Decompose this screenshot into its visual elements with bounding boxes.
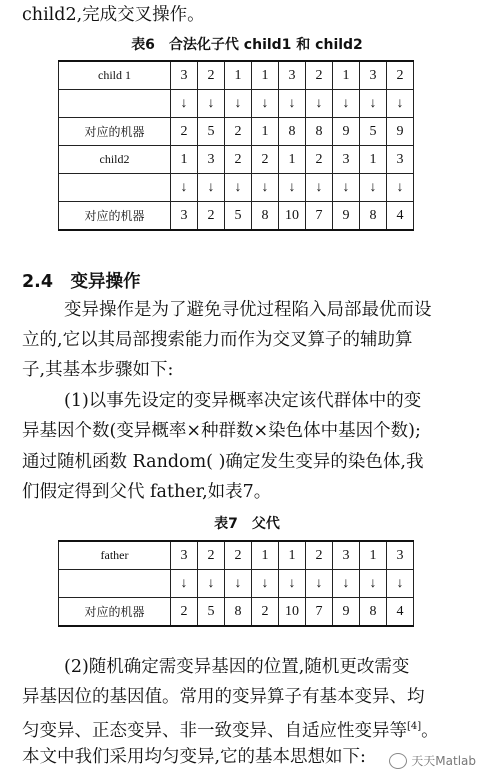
- table-cell: 1: [279, 146, 306, 174]
- table-cell: 3: [171, 61, 198, 90]
- table-cell: 2: [306, 61, 333, 90]
- text-line: 异基因个数(变异概率×种群数×染色体中基因个数);: [22, 421, 421, 441]
- table-cell: ↓: [198, 90, 225, 118]
- text-line: 通过随机函数 Random( )确定发生变异的染色体,我: [22, 452, 424, 472]
- text-line: 立的,它以其局部搜索能力而作为交叉算子的辅助算: [22, 330, 413, 350]
- row-label: [59, 570, 171, 598]
- table6: [58, 60, 414, 231]
- table-cell: ↓: [171, 570, 198, 598]
- watermark: [389, 752, 476, 769]
- table-cell: 2: [225, 146, 252, 174]
- table-cell: 3: [171, 541, 198, 570]
- table-row: [59, 174, 414, 202]
- table-cell: ↓: [387, 90, 414, 118]
- table-row: [59, 90, 414, 118]
- citation-ref[interactable]: [4]: [407, 721, 422, 732]
- row-label: 对应的机器: [59, 202, 171, 231]
- table-cell: 9: [333, 598, 360, 627]
- table-cell: 8: [360, 598, 387, 627]
- table-cell: 3: [360, 61, 387, 90]
- table-row: [59, 118, 414, 146]
- watermark-text: 天天Matlab: [411, 754, 476, 768]
- table-cell: 5: [225, 202, 252, 231]
- row-label: [59, 174, 171, 202]
- table-cell: 8: [252, 202, 279, 231]
- table-cell: 3: [333, 541, 360, 570]
- table-cell: 2: [252, 146, 279, 174]
- row-label: 对应的机器: [59, 598, 171, 627]
- table-cell: ↓: [360, 570, 387, 598]
- text-span: 匀变异、正态变异、非一致变异、自适应性变异等: [22, 720, 407, 741]
- table-cell: 10: [279, 202, 306, 231]
- table-cell: ↓: [225, 570, 252, 598]
- table-cell: 2: [252, 598, 279, 627]
- table-cell: 10: [279, 598, 306, 627]
- table-cell: 1: [171, 146, 198, 174]
- table-cell: 3: [198, 146, 225, 174]
- row-label: father: [59, 541, 171, 570]
- table-cell: 1: [333, 61, 360, 90]
- table-cell: ↓: [306, 90, 333, 118]
- text-line: 本文中我们采用均匀变异,它的基本思想如下:: [22, 747, 366, 767]
- table-cell: 1: [225, 61, 252, 90]
- text-line: [22, 714, 482, 744]
- table-cell: 9: [333, 118, 360, 146]
- table-cell: 2: [198, 541, 225, 570]
- table-cell: ↓: [360, 90, 387, 118]
- table-cell: 2: [171, 118, 198, 146]
- table-cell: ↓: [225, 174, 252, 202]
- table-cell: 3: [387, 146, 414, 174]
- table-cell: ↓: [306, 570, 333, 598]
- table-cell: 1: [252, 541, 279, 570]
- table-cell: ↓: [198, 174, 225, 202]
- table-cell: 5: [198, 598, 225, 627]
- row-label: [59, 90, 171, 118]
- text-line: 子,其基本步骤如下:: [22, 360, 174, 380]
- table-row: [59, 61, 414, 90]
- table-cell: 8: [279, 118, 306, 146]
- table-cell: 8: [225, 598, 252, 627]
- table-cell: ↓: [225, 90, 252, 118]
- table-cell: ↓: [306, 174, 333, 202]
- table-cell: 1: [252, 118, 279, 146]
- table-cell: 9: [387, 118, 414, 146]
- table-row: [59, 598, 414, 627]
- table-cell: ↓: [171, 90, 198, 118]
- row-label: 对应的机器: [59, 118, 171, 146]
- text-line: 变异操作是为了避免寻优过程陷入局部最优而设: [64, 300, 432, 320]
- table-cell: ↓: [279, 570, 306, 598]
- text-line: (1)以事先设定的变异概率决定该代群体中的变: [64, 391, 422, 411]
- table-cell: 2: [225, 541, 252, 570]
- table-cell: 1: [360, 541, 387, 570]
- text-line: (2)随机确定需变异基因的位置,随机更改需变: [64, 657, 410, 677]
- table6-caption: 表6 合法化子代 child1 和 child2: [131, 37, 363, 53]
- table-cell: 5: [198, 118, 225, 146]
- table-cell: 2: [225, 118, 252, 146]
- table-cell: 3: [333, 146, 360, 174]
- table-cell: 2: [198, 202, 225, 231]
- table-cell: ↓: [333, 570, 360, 598]
- table-cell: ↓: [333, 174, 360, 202]
- table-cell: 9: [333, 202, 360, 231]
- table-cell: 5: [360, 118, 387, 146]
- table-cell: 7: [306, 202, 333, 231]
- table-cell: 8: [360, 202, 387, 231]
- table-cell: ↓: [333, 90, 360, 118]
- table-row: [59, 541, 414, 570]
- table-cell: 2: [306, 541, 333, 570]
- table-cell: ↓: [252, 174, 279, 202]
- table-cell: 8: [306, 118, 333, 146]
- table-cell: 4: [387, 598, 414, 627]
- table-row: [59, 202, 414, 231]
- table-row: [59, 146, 414, 174]
- table-cell: 1: [279, 541, 306, 570]
- table-cell: 3: [387, 541, 414, 570]
- table-cell: ↓: [387, 570, 414, 598]
- section-heading: 2.4 变异操作: [22, 272, 141, 292]
- text-line: child2,完成交叉操作。: [22, 5, 205, 25]
- text-span: 。: [421, 720, 439, 741]
- table-cell: 7: [306, 598, 333, 627]
- table-cell: 1: [360, 146, 387, 174]
- table-cell: ↓: [387, 174, 414, 202]
- table-cell: 3: [171, 202, 198, 231]
- table-cell: 1: [252, 61, 279, 90]
- table-cell: 2: [387, 61, 414, 90]
- table-cell: 4: [387, 202, 414, 231]
- text-line: 异基因位的基因值。常用的变异算子有基本变异、均: [22, 687, 425, 707]
- table-cell: 2: [198, 61, 225, 90]
- table-row: [59, 570, 414, 598]
- table-cell: ↓: [171, 174, 198, 202]
- row-label: child2: [59, 146, 171, 174]
- table-cell: 2: [306, 146, 333, 174]
- table-cell: ↓: [279, 90, 306, 118]
- table-cell: ↓: [252, 570, 279, 598]
- table-cell: ↓: [198, 570, 225, 598]
- table-cell: 2: [171, 598, 198, 627]
- row-label: child 1: [59, 61, 171, 90]
- wechat-logo-icon: [389, 753, 407, 769]
- table7-caption: 表7 父代: [214, 516, 280, 532]
- table-cell: ↓: [252, 90, 279, 118]
- table-cell: ↓: [360, 174, 387, 202]
- text-line: 们假定得到父代 father,如表7。: [22, 482, 272, 502]
- table-cell: ↓: [279, 174, 306, 202]
- table-cell: 3: [279, 61, 306, 90]
- table7: [58, 540, 414, 627]
